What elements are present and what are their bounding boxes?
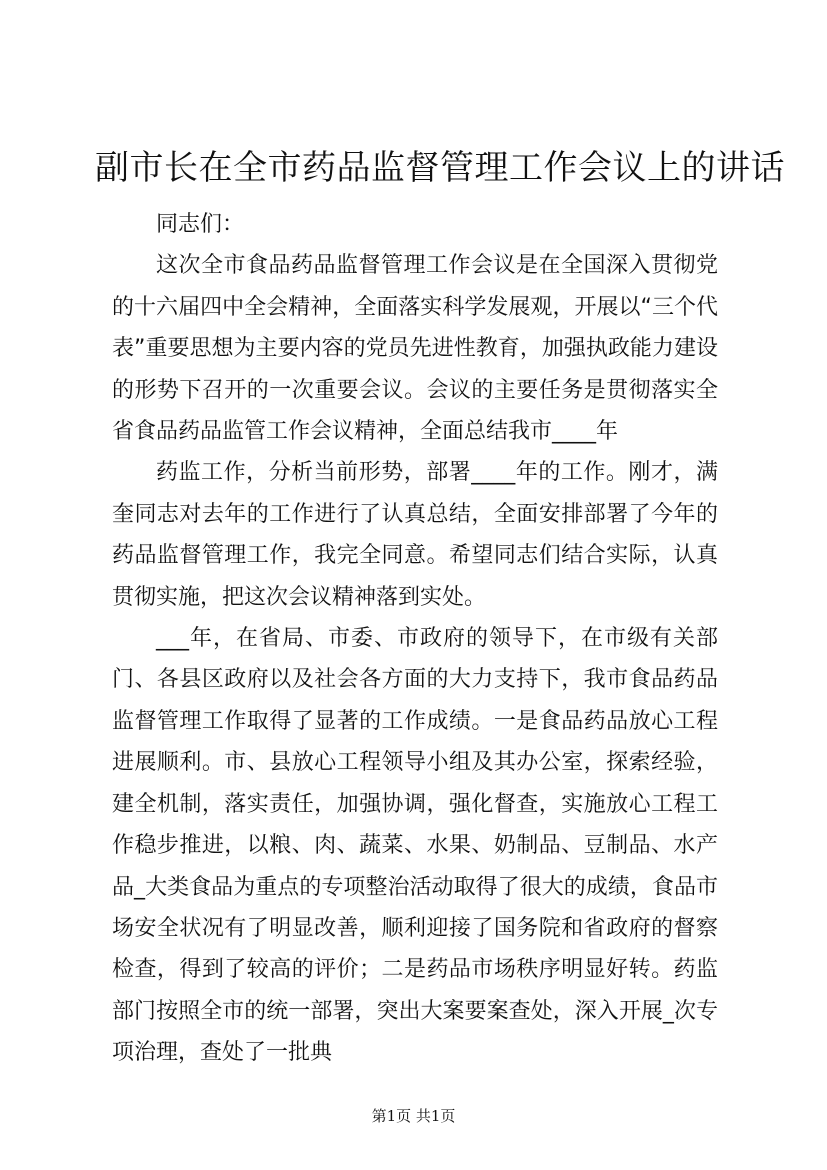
body-paragraph-3: ___年，在省局、市委、市政府的领导下，在市级有关部门、各县区政府以及社会各方面的大力支持下，我市食品药品监督管理工作取得了显著的工作成绩。一是食品药品放心工程进展顺利。市、县放心工程领导小组及其办公室，探索经验，建全机制，落实责任，加强协调，强化督查，实施放心工程工作稳步推进，以粮、肉、蔬菜、水果、奶制品、豆制品、水产品_大类食品为重点的专项整治活动取得了很大的成绩，食品市场安全状况有了明显改善，顺利迎接了国务院和省政府的督察检查，得到了较高的评价；二是药品市场秩序明显好转。药监部门按照全市的统一部署，突出大案要案查处，深入开展_次专项治理，查处了一批典	[112, 626, 718, 1066]
salutation-paragraph: 同志们：	[156, 212, 245, 237]
document-title: 副市长在全市药品监督管理工作会议上的讲话	[95, 148, 785, 188]
document-body	[112, 204, 718, 1074]
page-number-footer: 第1页 共1页	[371, 1107, 456, 1125]
body-paragraph-2: 药监工作，分析当前形势，部署____年的工作。刚才，满奎同志对去年的工作进行了认真总结，全面安排部署了今年的药品监督管理工作，我完全同意。希望同志们结合实际，认真贯彻实施，把这次会议精神落到实处。	[112, 460, 718, 610]
body-paragraph-1: 这次全市食品药品监督管理工作会议是在全国深入贯彻党的十六届四中全会精神，全面落实科学发展观，开展以“三个代表”重要思想为主要内容的党员先进性教育，加强执政能力建设的形势下召开的一次重要会议。会议的主要任务是贯彻落实全省食品药品监管工作会议精神，全面总结我市____年	[112, 253, 718, 445]
